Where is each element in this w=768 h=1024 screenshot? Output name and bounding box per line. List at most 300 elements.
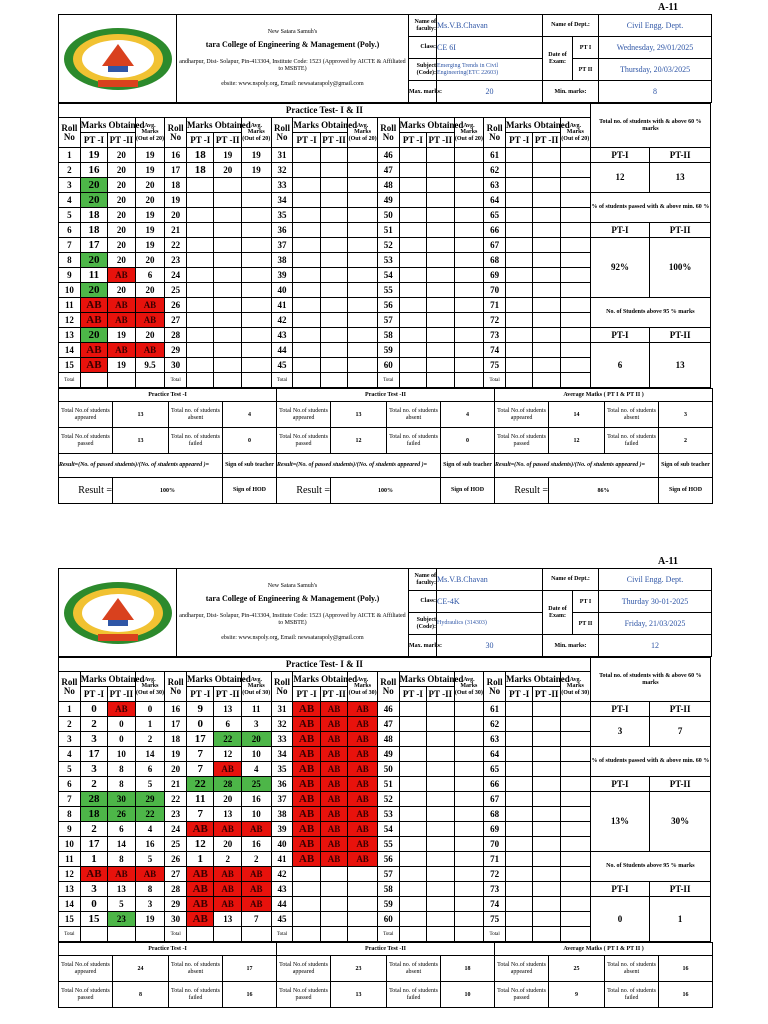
result-label: Result = [59, 478, 113, 504]
mark-cell: 5 [108, 897, 135, 912]
mark-cell: AB [293, 822, 320, 837]
mark-cell [560, 897, 590, 912]
mark-cell: 3 [80, 732, 107, 747]
mark-cell [560, 867, 590, 882]
faculty-value: Ms.V.B.Chavan [437, 15, 543, 37]
roll-cell: 27 [165, 313, 187, 328]
summary-title: Practice Test -I [59, 389, 277, 402]
above95-label: No. of Students above 95 % marks [590, 298, 710, 328]
mark-cell: AB [348, 732, 378, 747]
mark-cell [505, 313, 532, 328]
date-label: Date of Exam: [543, 591, 573, 635]
roll-cell: 17 [165, 163, 187, 178]
avg-header: Avg. Marks (Out of 20) [135, 118, 165, 148]
mark-cell: 2 [214, 852, 241, 867]
pt1-header: PT -I [187, 133, 214, 148]
mark-cell [187, 208, 214, 223]
mark-cell [293, 328, 320, 343]
roll-cell: 74 [484, 343, 506, 358]
pt2-date: Friday, 21/03/2025 [599, 613, 712, 635]
mark-cell: 20 [108, 163, 135, 178]
mark-cell: 28 [80, 792, 107, 807]
mark-cell [293, 358, 320, 373]
mark-cell [187, 193, 214, 208]
mark-cell: AB [241, 867, 271, 882]
mark-cell [427, 807, 454, 822]
roll-cell: 22 [165, 238, 187, 253]
max-label: Max. marks: [409, 81, 437, 103]
roll-cell: 52 [377, 238, 399, 253]
total-label: Total [377, 927, 399, 942]
mark-cell: AB [214, 762, 241, 777]
mark-cell [533, 747, 560, 762]
pt1-header: PT -I [399, 687, 426, 702]
mark-cell [560, 358, 590, 373]
mark-cell: 11 [187, 792, 214, 807]
mark-cell [187, 253, 214, 268]
mark-cell [454, 747, 484, 762]
roll-cell: 28 [165, 882, 187, 897]
mark-cell: 14 [108, 837, 135, 852]
mark-cell: 20 [80, 253, 107, 268]
mark-cell: 20 [108, 148, 135, 163]
passed-value: 8 [113, 982, 169, 1008]
mark-cell [505, 343, 532, 358]
roll-cell: 26 [165, 298, 187, 313]
mark-cell [399, 358, 426, 373]
mark-cell [505, 762, 532, 777]
mark-cell [560, 717, 590, 732]
avg-header: Avg. Marks (Out of 30) [241, 672, 271, 702]
failed-value: 0 [223, 428, 277, 454]
appeared-value: 13 [331, 402, 387, 428]
roll-cell: 70 [484, 283, 506, 298]
mark-cell [399, 732, 426, 747]
mark-cell [560, 343, 590, 358]
marks-table [58, 103, 711, 388]
roll-cell: 47 [377, 717, 399, 732]
mark-cell: AB [241, 822, 271, 837]
subject-label: Subject (Code): [409, 59, 437, 81]
college-web: ebsite: www.nspoly.org, Email: newsatarapoly@gmail.com [221, 634, 364, 641]
mark-cell [533, 298, 560, 313]
roll-cell: 10 [59, 283, 81, 298]
roll-cell: 12 [59, 313, 81, 328]
mark-cell [399, 163, 426, 178]
roll-header: Roll No [484, 672, 506, 702]
mark-cell [533, 163, 560, 178]
mark-cell [533, 148, 560, 163]
mark-cell: AB [187, 822, 214, 837]
roll-header: Roll No [271, 118, 293, 148]
passed-label: Total No.of students passed [495, 982, 549, 1008]
mark-cell: AB [108, 343, 135, 358]
result-value: 86% [549, 478, 659, 504]
mark-cell [241, 253, 271, 268]
mark-cell: 3 [241, 717, 271, 732]
absent-label: Total no. of students absent [169, 956, 223, 982]
mark-cell [427, 852, 454, 867]
mark-cell: AB [293, 747, 320, 762]
mark-cell [454, 148, 484, 163]
mark-cell [560, 328, 590, 343]
roll-cell: 40 [271, 283, 293, 298]
mark-cell [454, 178, 484, 193]
mark-cell [427, 777, 454, 792]
mark-cell [533, 328, 560, 343]
mark-cell [505, 777, 532, 792]
mark-cell: AB [108, 867, 135, 882]
summary-title: Practice Test -I [59, 943, 277, 956]
roll-cell: 59 [377, 897, 399, 912]
roll-cell: 56 [377, 852, 399, 867]
mark-cell [427, 178, 454, 193]
mark-cell [293, 283, 320, 298]
roll-cell: 66 [484, 223, 506, 238]
roll-cell: 29 [165, 897, 187, 912]
mark-cell [560, 178, 590, 193]
mark-cell [454, 268, 484, 283]
mark-cell [427, 268, 454, 283]
mark-cell [427, 792, 454, 807]
mark-cell [427, 762, 454, 777]
passed-value: 13 [113, 428, 169, 454]
absent-label: Total no. of students absent [169, 402, 223, 428]
failed-label: Total no. of students failed [169, 428, 223, 454]
mark-cell [560, 223, 590, 238]
result-formula: Result=(No. of passed students)/(No. of students appeared )= [59, 454, 223, 478]
mark-cell: 20 [214, 163, 241, 178]
roll-cell: 15 [59, 358, 81, 373]
mark-cell: 16 [80, 163, 107, 178]
mark-cell: 18 [187, 163, 214, 178]
mark-cell: 19 [108, 358, 135, 373]
mark-cell [320, 163, 347, 178]
dept-label: Name of Dept.: [543, 569, 599, 591]
failed-label: Total no. of students failed [387, 428, 441, 454]
mark-cell [241, 283, 271, 298]
mark-cell [454, 343, 484, 358]
mark-cell: 20 [80, 193, 107, 208]
pt1-label: PT I [573, 37, 599, 59]
mark-cell [293, 313, 320, 328]
mark-cell [533, 717, 560, 732]
roll-cell: 11 [59, 298, 81, 313]
mark-cell: 23 [108, 912, 135, 927]
mark-cell: 20 [108, 193, 135, 208]
mark-cell [560, 702, 590, 717]
passed-label: Total No.of students passed [277, 428, 331, 454]
mark-cell [293, 343, 320, 358]
mark-cell [214, 328, 241, 343]
pt1-label: PT I [573, 591, 599, 613]
mark-cell [187, 298, 214, 313]
mark-cell: 0 [108, 717, 135, 732]
pt2-header: PT -II [427, 133, 454, 148]
mark-cell [348, 268, 378, 283]
mark-cell: 3 [80, 882, 107, 897]
roll-cell: 19 [165, 747, 187, 762]
roll-cell: 27 [165, 867, 187, 882]
mark-cell [560, 732, 590, 747]
side-pt2: PT-II [650, 328, 711, 343]
mark-cell: AB [187, 912, 214, 927]
trust-name: New Satara Samuh's [267, 29, 318, 36]
roll-cell: 31 [271, 148, 293, 163]
mark-cell [560, 747, 590, 762]
mark-cell [505, 328, 532, 343]
mark-cell [399, 912, 426, 927]
roll-cell: 32 [271, 717, 293, 732]
appeared-label: Total No.of students appeared [59, 402, 113, 428]
roll-cell: 65 [484, 208, 506, 223]
mark-cell [293, 268, 320, 283]
mark-cell: 2 [241, 852, 271, 867]
mark-cell [560, 792, 590, 807]
sign-hod-label: Sign of HOD [223, 478, 277, 504]
mark-cell [320, 912, 347, 927]
pt2-date: Thursday, 20/03/2025 [599, 59, 712, 81]
mark-cell [454, 238, 484, 253]
above60-label: Total no. of students with & above 60 % marks [590, 104, 710, 148]
mark-cell: AB [293, 792, 320, 807]
mark-cell [399, 148, 426, 163]
mark-cell: 19 [135, 238, 165, 253]
roll-cell: 56 [377, 298, 399, 313]
summary-table [58, 942, 714, 1008]
roll-cell: 38 [271, 253, 293, 268]
mark-cell [560, 253, 590, 268]
roll-cell: 67 [484, 238, 506, 253]
mark-cell: 0 [108, 732, 135, 747]
subject-label: Subject (Code): [409, 613, 437, 635]
side-pt2: PT-II [650, 777, 711, 792]
mark-cell [293, 253, 320, 268]
mark-cell [560, 777, 590, 792]
mark-cell [241, 298, 271, 313]
practice-title: Practice Test- I & II [59, 658, 591, 672]
roll-cell: 74 [484, 897, 506, 912]
failed-value: 10 [441, 982, 495, 1008]
mark-cell: 20 [108, 238, 135, 253]
side-pt2: PT-II [650, 882, 711, 897]
roll-cell: 22 [165, 792, 187, 807]
mark-cell [533, 897, 560, 912]
max-value: 30 [437, 635, 543, 657]
roll-cell: 53 [377, 807, 399, 822]
mark-cell [320, 298, 347, 313]
mark-cell: AB [293, 852, 320, 867]
mark-cell [454, 867, 484, 882]
above60-pt2: 7 [650, 717, 711, 747]
roll-cell: 48 [377, 732, 399, 747]
mark-cell [533, 358, 560, 373]
mark-cell [533, 268, 560, 283]
mark-cell [454, 717, 484, 732]
mark-cell [348, 163, 378, 178]
mark-cell: 20 [108, 283, 135, 298]
roll-header: Roll No [377, 118, 399, 148]
roll-cell: 8 [59, 807, 81, 822]
mark-cell: AB [214, 882, 241, 897]
mark-cell [348, 193, 378, 208]
mark-cell [399, 792, 426, 807]
mark-cell [348, 343, 378, 358]
passed-label: Total No.of students passed [495, 428, 549, 454]
roll-cell: 50 [377, 762, 399, 777]
roll-cell: 4 [59, 747, 81, 762]
avg-header: Avg. Marks (Out of 20) [348, 118, 378, 148]
pt1-date: Wednesday, 29/01/2025 [599, 37, 712, 59]
roll-cell: 2 [59, 163, 81, 178]
mark-cell [348, 358, 378, 373]
mark-cell [399, 268, 426, 283]
sign-teacher-label: Sign of sub teacher [223, 454, 277, 478]
mark-cell [293, 193, 320, 208]
mark-cell [454, 208, 484, 223]
mark-cell [399, 837, 426, 852]
min-value: 8 [599, 81, 712, 103]
mark-cell: 18 [80, 223, 107, 238]
roll-cell: 18 [165, 732, 187, 747]
avg-header: Avg. Marks (Out of 30) [560, 672, 590, 702]
mark-cell: 17 [187, 732, 214, 747]
marks-table [58, 657, 711, 942]
mark-cell [187, 358, 214, 373]
mark-cell [399, 762, 426, 777]
marks-header: Marks Obtained [187, 672, 242, 687]
pt1-header: PT -I [505, 687, 532, 702]
absent-label: Total no. of students absent [605, 956, 659, 982]
mark-cell [427, 238, 454, 253]
roll-header: Roll No [59, 118, 81, 148]
mark-cell [348, 912, 378, 927]
roll-cell: 55 [377, 837, 399, 852]
mark-cell [399, 822, 426, 837]
mark-cell [505, 702, 532, 717]
mark-cell [320, 148, 347, 163]
roll-cell: 45 [271, 358, 293, 373]
roll-cell: 38 [271, 807, 293, 822]
roll-cell: 75 [484, 358, 506, 373]
mark-cell [320, 223, 347, 238]
roll-cell: 66 [484, 777, 506, 792]
mark-cell: AB [320, 747, 347, 762]
roll-cell: 34 [271, 747, 293, 762]
roll-cell: 44 [271, 897, 293, 912]
mark-cell: 6 [108, 822, 135, 837]
mark-cell [427, 702, 454, 717]
mark-cell [399, 223, 426, 238]
mark-cell [348, 328, 378, 343]
mark-cell [427, 163, 454, 178]
mark-cell [505, 298, 532, 313]
mark-cell [427, 298, 454, 313]
roll-cell: 3 [59, 178, 81, 193]
college-name: tara College of Engineering & Management (Poly.) [205, 594, 380, 604]
faculty-value: Ms.V.B.Chavan [437, 569, 543, 591]
mark-cell: 1 [187, 852, 214, 867]
mark-cell [399, 298, 426, 313]
mark-cell [454, 702, 484, 717]
total-label: Total [271, 373, 293, 388]
mark-cell [427, 223, 454, 238]
mark-cell: 14 [135, 747, 165, 762]
mark-cell: AB [108, 298, 135, 313]
sign-teacher-label: Sign of sub teacher [659, 454, 713, 478]
mark-cell: AB [320, 717, 347, 732]
mark-cell: 9 [187, 702, 214, 717]
mark-cell [399, 283, 426, 298]
roll-cell: 2 [59, 717, 81, 732]
mark-cell [533, 912, 560, 927]
mark-cell [427, 253, 454, 268]
pt1-header: PT -I [80, 133, 107, 148]
mark-cell [427, 717, 454, 732]
mark-cell [560, 148, 590, 163]
mark-cell: AB [293, 837, 320, 852]
mark-cell [241, 223, 271, 238]
mark-cell: AB [80, 343, 107, 358]
roll-cell: 73 [484, 882, 506, 897]
mark-cell [348, 253, 378, 268]
mark-cell [560, 837, 590, 852]
mark-cell: 19 [135, 148, 165, 163]
max-value: 20 [437, 81, 543, 103]
mark-cell: 2 [80, 777, 107, 792]
mark-cell: 7 [187, 762, 214, 777]
pt1-date: Thurday 30-01-2025 [599, 591, 712, 613]
mark-cell [399, 747, 426, 762]
failed-label: Total no. of students failed [169, 982, 223, 1008]
mark-cell [399, 193, 426, 208]
side-pt2: PT-II [650, 702, 711, 717]
mark-cell [427, 747, 454, 762]
mark-cell [560, 912, 590, 927]
mark-cell [348, 238, 378, 253]
roll-cell: 14 [59, 897, 81, 912]
roll-cell: 33 [271, 732, 293, 747]
failed-label: Total no. of students failed [387, 982, 441, 1008]
mark-cell [454, 223, 484, 238]
side-pt1: PT-I [590, 148, 649, 163]
mark-cell [427, 343, 454, 358]
mark-cell [560, 852, 590, 867]
above95-label: No. of Students above 95 % marks [590, 852, 710, 882]
roll-cell: 46 [377, 148, 399, 163]
roll-cell: 37 [271, 792, 293, 807]
pt1-header: PT -I [293, 687, 320, 702]
mark-cell [214, 238, 241, 253]
appeared-label: Total No.of students appeared [277, 402, 331, 428]
mark-cell [214, 253, 241, 268]
failed-value: 16 [659, 982, 713, 1008]
roll-cell: 53 [377, 253, 399, 268]
sign-hod-label: Sign of HOD [441, 478, 495, 504]
mark-cell [348, 313, 378, 328]
total-label: Total [59, 373, 81, 388]
mark-cell: 19 [80, 148, 107, 163]
mark-cell: 18 [80, 807, 107, 822]
roll-cell: 61 [484, 702, 506, 717]
faculty-label: Name of faculty: [409, 15, 437, 37]
roll-cell: 61 [484, 148, 506, 163]
appeared-label: Total No.of students appeared [59, 956, 113, 982]
appeared-value: 23 [331, 956, 387, 982]
mark-cell [399, 852, 426, 867]
mark-cell [505, 148, 532, 163]
passed-label: Total No.of students passed [59, 428, 113, 454]
